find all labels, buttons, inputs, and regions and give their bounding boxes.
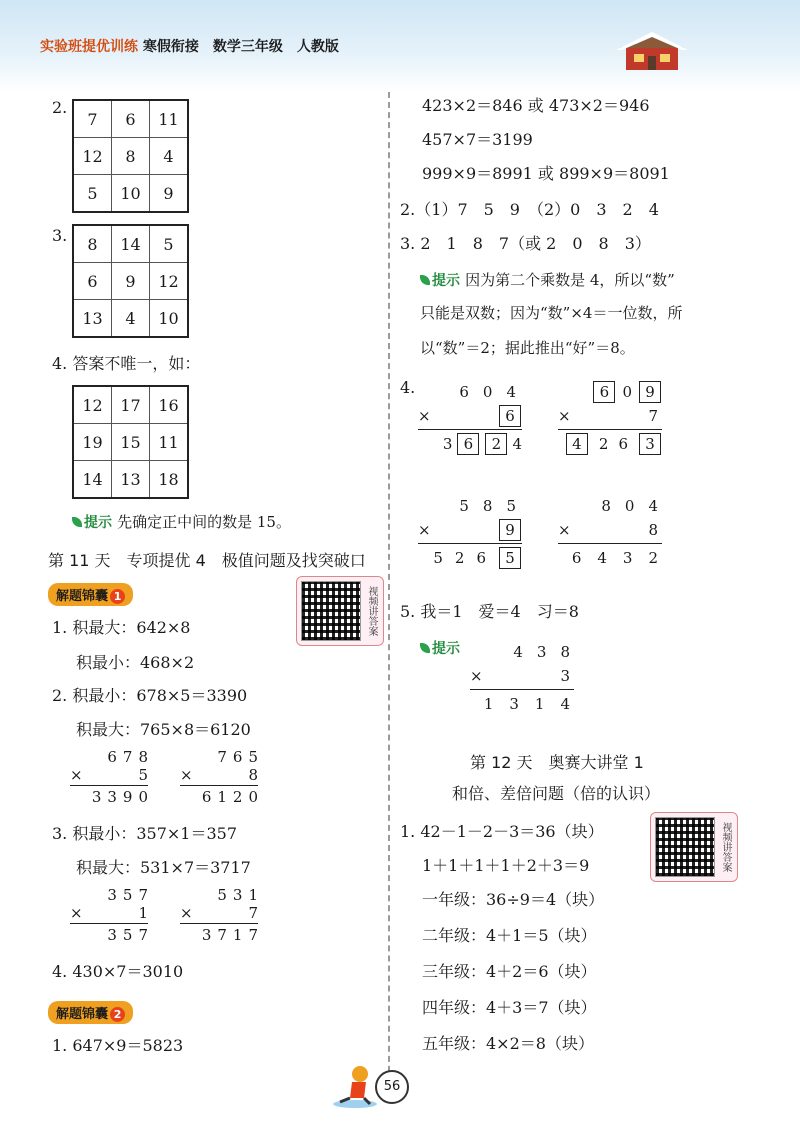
calc-mul (70, 904, 148, 922)
digit: 0 (622, 383, 632, 401)
digit: 3 (560, 667, 570, 685)
house-icon (612, 30, 692, 72)
digit: 3 (107, 926, 117, 944)
r-q4-number: 4. (400, 378, 416, 397)
digit: 0 (482, 383, 493, 401)
cell: 10 (150, 300, 189, 338)
day12-title: 第 12 天 奥赛大讲堂 1 (470, 753, 644, 772)
tip-2 (420, 270, 675, 290)
cell: 5 (150, 225, 189, 263)
day12-subtitle: 和倍、差倍问题（倍的认识） (452, 784, 661, 803)
blank-box: 5 (499, 547, 521, 569)
r-ans-3: 一年级：36÷9＝4（块） (422, 890, 605, 909)
calc-line (70, 785, 148, 786)
a2-line1: 2. 积最小：678×5＝3390 (52, 686, 248, 705)
digit: 7 (248, 926, 258, 944)
digit: 7 (217, 926, 227, 944)
digit: 8 (482, 497, 493, 515)
digit: 2 (454, 549, 465, 567)
digit: 3 (536, 643, 547, 661)
a2-line2: 积最大：765×8＝6120 (76, 720, 251, 739)
qr-label: 视频讲答案 (366, 586, 377, 636)
blank-box: 9 (499, 519, 521, 541)
r-q2: 2.（1）7 5 9 （2）0 3 2 4 (400, 200, 659, 219)
cell: 12 (73, 386, 112, 424)
blank-box: 6 (593, 381, 615, 403)
times-sign: × (70, 766, 83, 784)
cell: 6 (112, 100, 150, 138)
cell: 10 (112, 175, 150, 213)
leaf-icon (420, 275, 430, 285)
digit: 4 (648, 497, 658, 515)
a3-line1: 3. 积最小：357×1＝357 (52, 824, 238, 843)
tip-3 (420, 638, 460, 658)
badge-number: 1 (110, 589, 125, 604)
digit: 3 (91, 788, 102, 806)
leaf-icon (420, 643, 430, 653)
digit: 3 (622, 549, 633, 567)
digit: 1 (138, 904, 148, 922)
header-title (40, 36, 339, 56)
calc-top (70, 886, 148, 904)
calc-line (418, 429, 522, 430)
digit: 1 (232, 926, 243, 944)
digit: 6 (107, 748, 117, 766)
calc-top (418, 494, 522, 518)
vertical-calc (418, 494, 522, 570)
cell: 17 (112, 386, 150, 424)
tip-line1: 因为第二个乘数是 4，所以“数” (465, 271, 675, 289)
digit: 1 (483, 695, 494, 713)
vertical-calc (180, 886, 258, 944)
digit: 3 (107, 788, 117, 806)
calc-mul (180, 904, 258, 922)
calc-line (558, 543, 662, 544)
r-ans-1: 1. 42－1－2－3＝36（块） (400, 822, 604, 841)
digit: 1 (217, 788, 227, 806)
header-brand: 实验班提优训练 (40, 39, 138, 55)
digit: 1 (534, 695, 545, 713)
badge-number: 2 (110, 1007, 125, 1022)
r-line3: 999×9＝8991 或 899×9＝8091 (422, 164, 670, 183)
digit: 6 (476, 549, 486, 567)
tips-badge-1 (48, 583, 133, 606)
calc-result (70, 926, 148, 944)
calc-result (558, 432, 662, 456)
calc-top (180, 748, 258, 766)
times-sign: × (180, 766, 193, 784)
qr-label: 视频讲答案 (720, 822, 731, 872)
cell: 11 (150, 424, 189, 461)
r-line2: 457×7＝3199 (422, 130, 533, 149)
blank-box: 6 (457, 433, 479, 455)
calc-result (70, 788, 148, 806)
calc-mul (558, 404, 662, 428)
digit: 5 (433, 549, 443, 567)
cell: 19 (73, 424, 112, 461)
digit: 8 (138, 748, 148, 766)
calc-top (558, 380, 662, 404)
digit: 6 (232, 748, 243, 766)
cell: 13 (73, 300, 112, 338)
cell: 4 (150, 138, 189, 175)
vertical-calc (70, 886, 148, 944)
calc-top (180, 886, 258, 904)
qr-code-block[interactable] (296, 576, 384, 646)
digit: 6 (618, 435, 628, 453)
digit: 5 (506, 497, 516, 515)
a4-text: 4. 430×7＝3010 (52, 962, 184, 981)
digit: 0 (138, 788, 148, 806)
blank-box: 4 (566, 433, 588, 455)
leaf-icon (72, 517, 82, 527)
digit: 3 (201, 926, 212, 944)
a1-line2: 积最小：468×2 (76, 653, 195, 672)
cell: 13 (112, 461, 150, 499)
times-sign: × (180, 904, 193, 922)
calc-line (180, 785, 258, 786)
r-q3: 3. 2 1 8 7（或 2 0 8 3） (400, 234, 651, 253)
digit: 6 (201, 788, 212, 806)
blank-box: 9 (639, 381, 661, 403)
cell: 11 (150, 100, 189, 138)
badge-text: 解题锦囊 (56, 589, 109, 604)
digit: 8 (601, 497, 611, 515)
calc-result (180, 788, 258, 806)
calc-mul (558, 518, 662, 542)
calc-result (418, 546, 522, 570)
calc-mul (418, 404, 522, 428)
vertical-calc (558, 494, 662, 570)
q3-number: 3. (52, 226, 68, 245)
vertical-calc (180, 748, 258, 806)
vertical-calc (558, 380, 662, 456)
digit: 7 (217, 748, 227, 766)
b1-text: 1. 647×9＝5823 (52, 1036, 184, 1055)
blank-box: 6 (499, 405, 521, 427)
calc-result (180, 926, 258, 944)
digit: 3 (107, 886, 117, 904)
vertical-calc (418, 380, 522, 456)
calc-line (70, 923, 148, 924)
r-ans-5: 三年级：4＋2＝6（块） (422, 962, 597, 981)
qr-code-block[interactable] (650, 812, 738, 882)
skater-icon (330, 1060, 380, 1110)
cell: 14 (73, 461, 112, 499)
digit: 5 (138, 766, 148, 784)
tip-line3: 以“数”＝2；据此推出“好”＝8。 (420, 339, 635, 357)
digit: 7 (648, 407, 658, 425)
digit: 2 (232, 788, 243, 806)
calc-result (470, 692, 574, 716)
day11-title: 第 11 天 专项提优 4 极值问题及找突破口 (48, 551, 366, 570)
digit: 8 (648, 521, 658, 539)
digit: 4 (560, 695, 570, 713)
calc-result (418, 432, 522, 456)
r-ans-2: 1＋1＋1＋1＋2＋3＝9 (422, 856, 590, 875)
column-divider (388, 92, 390, 1102)
calc-top (70, 748, 148, 766)
times-sign: × (558, 407, 571, 425)
vertical-calc (470, 640, 574, 716)
calc-line (470, 689, 574, 690)
times-sign: × (418, 521, 431, 539)
cell: 7 (73, 100, 112, 138)
tips-badge-2 (48, 1001, 133, 1024)
cell: 15 (112, 424, 150, 461)
tip-label: 提示 (84, 515, 112, 531)
r-ans-7: 五年级：4×2＝8（块） (422, 1034, 594, 1053)
page-number: 56 (375, 1070, 409, 1104)
digit: 3 (442, 435, 453, 453)
cell: 8 (112, 138, 150, 175)
calc-line (558, 429, 662, 430)
r-line1: 423×2＝846 或 473×2＝946 (422, 96, 650, 115)
times-sign: × (418, 407, 431, 425)
calc-mul (70, 766, 148, 784)
digit: 6 (571, 549, 582, 567)
calc-top (470, 640, 574, 664)
cell: 18 (150, 461, 189, 499)
digit: 9 (122, 788, 133, 806)
digit: 8 (560, 643, 570, 661)
digit: 7 (248, 904, 258, 922)
digit: 7 (138, 926, 148, 944)
digit: 7 (122, 748, 133, 766)
digit: 6 (459, 383, 469, 401)
blank-box: 2 (485, 433, 507, 455)
badge-text: 解题锦囊 (56, 1007, 109, 1022)
qr-code-icon[interactable] (655, 817, 715, 877)
calc-top (558, 494, 662, 518)
digit: 4 (513, 643, 523, 661)
cell: 4 (112, 300, 150, 338)
qr-code-icon[interactable] (301, 581, 361, 641)
cell: 9 (112, 263, 150, 300)
calc-mul (470, 664, 574, 688)
digit: 5 (122, 886, 133, 904)
cell: 14 (112, 225, 150, 263)
r-ans-4: 二年级：4＋1＝5（块） (422, 926, 597, 945)
q4-text: 4. 答案不唯一，如： (52, 354, 201, 373)
calc-top (418, 380, 522, 404)
digit: 5 (122, 926, 133, 944)
digit: 5 (248, 748, 258, 766)
digit: 3 (232, 886, 243, 904)
cell: 12 (150, 263, 189, 300)
tip-line2: 只能是双数；因为“数”×4＝一位数，所 (420, 304, 683, 322)
digit: 5 (459, 497, 469, 515)
r-ans-6: 四年级：4＋3＝7（块） (422, 998, 597, 1017)
cell: 16 (150, 386, 189, 424)
magic-square-3 (72, 224, 189, 338)
vertical-calc (70, 748, 148, 806)
tip-label: 提示 (432, 641, 460, 657)
calc-line (418, 543, 522, 544)
times-sign: × (470, 667, 483, 685)
tip-text: 先确定正中间的数是 15。 (117, 513, 291, 531)
digit: 0 (248, 788, 258, 806)
digit: 8 (248, 766, 258, 784)
q2-number: 2. (52, 98, 68, 117)
digit: 1 (248, 886, 258, 904)
r-q5: 5. 我＝1 爱＝4 习＝8 (400, 602, 579, 621)
digit: 2 (598, 435, 609, 453)
a3-line2: 积最大：531×7＝3717 (76, 858, 251, 877)
blank-box: 3 (639, 433, 661, 455)
a1-line1: 1. 积最大：642×8 (52, 618, 191, 637)
cell: 12 (73, 138, 112, 175)
calc-result (558, 546, 662, 570)
calc-mul (180, 766, 258, 784)
digit: 0 (624, 497, 635, 515)
digit: 4 (506, 383, 516, 401)
digit: 2 (648, 549, 658, 567)
times-sign: × (70, 904, 83, 922)
tip-1 (72, 512, 291, 532)
cell: 9 (150, 175, 189, 213)
times-sign: × (558, 521, 571, 539)
digit: 4 (512, 435, 522, 453)
header-subtitle: 寒假衔接 数学三年级 人教版 (142, 39, 339, 55)
cell: 8 (73, 225, 112, 263)
digit: 3 (509, 695, 519, 713)
digit: 7 (138, 886, 148, 904)
calc-mul (418, 518, 522, 542)
cell: 5 (73, 175, 112, 213)
magic-square-4 (72, 385, 189, 499)
cell: 6 (73, 263, 112, 300)
digit: 4 (597, 549, 607, 567)
digit: 5 (217, 886, 227, 904)
magic-square-2 (72, 99, 189, 213)
tip-label: 提示 (432, 273, 460, 289)
calc-line (180, 923, 258, 924)
